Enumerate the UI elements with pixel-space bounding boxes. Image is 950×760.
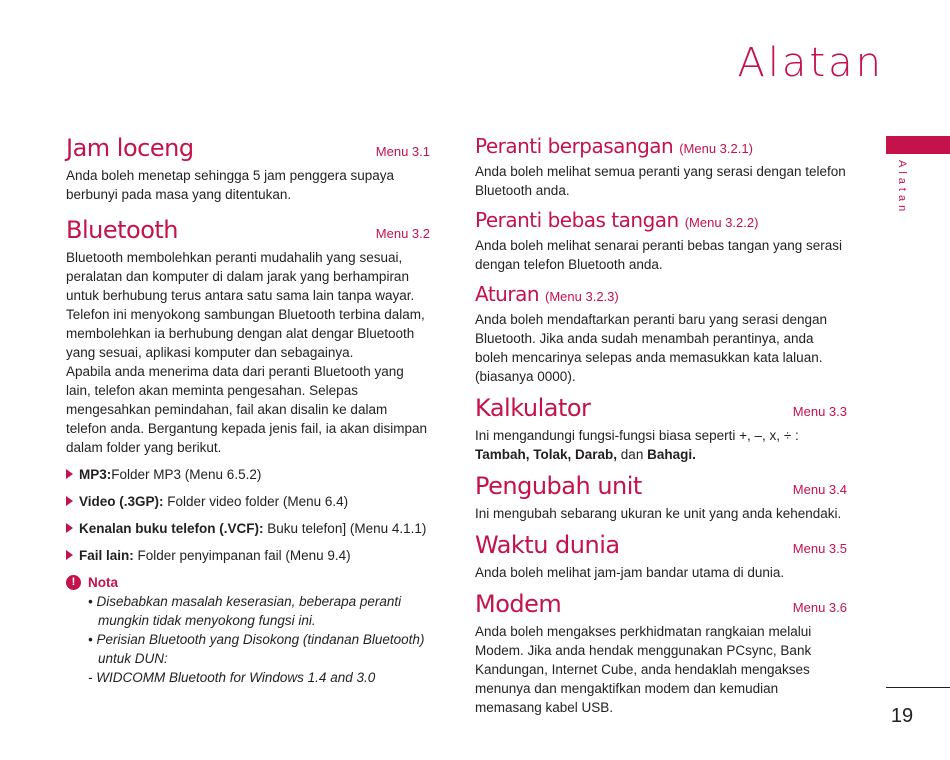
section-pengubah-unit bbox=[475, 472, 847, 523]
section-text: Apabila anda menerima data dari peranti Bluetooth yang lain, telefon akan meminta pengesahan. Selepas mengesahkan pemindahan, fail akan disalin ke dalam telefon anda. Bergantung kepada jenis fail, ia akan disimpan dalam folder yang berikut. bbox=[66, 364, 427, 455]
bullet-text: Folder MP3 (Menu 6.5.2) bbox=[111, 467, 262, 482]
page-number-rule bbox=[886, 687, 950, 688]
section-title: Bluetooth bbox=[66, 216, 179, 244]
section-text bbox=[475, 426, 847, 464]
triangle-bullet-icon bbox=[66, 469, 73, 479]
note-item: - WIDCOMM Bluetooth for Windows 1.4 and 3.0 bbox=[88, 670, 376, 685]
menu-ref: (Menu 3.2.3) bbox=[545, 289, 619, 304]
menu-ref: (Menu 3.2.2) bbox=[684, 215, 759, 230]
side-tab-marker bbox=[886, 136, 950, 154]
section-waktu-dunia bbox=[475, 531, 847, 582]
section-title: Modem bbox=[475, 590, 562, 618]
section-aturan bbox=[475, 282, 847, 386]
kalkulator-and: dan bbox=[617, 447, 648, 462]
note-header bbox=[66, 575, 430, 590]
bullet-label: MP3: bbox=[79, 467, 112, 482]
section-text: Ini mengubah sebarang ukuran ke unit yang anda kehendaki. bbox=[475, 506, 842, 521]
menu-ref: Menu 3.2 bbox=[375, 226, 430, 241]
note-item: • Perisian Bluetooth yang Disokong (tindanan Bluetooth) untuk DUN: bbox=[88, 632, 425, 666]
menu-ref: Menu 3.3 bbox=[792, 404, 847, 419]
section-title: Pengubah unit bbox=[475, 472, 642, 500]
bullet-text: Buku telefon] (Menu 4.1.1) bbox=[263, 521, 427, 536]
list-item bbox=[66, 519, 430, 538]
menu-ref: (Menu 3.2.1) bbox=[679, 141, 753, 156]
bullet-text: Folder video folder (Menu 6.4) bbox=[163, 494, 349, 509]
page-number: 19 bbox=[890, 705, 914, 727]
kalkulator-ops: Tambah, Tolak, Darab, bbox=[475, 447, 618, 462]
bullet-text: Folder penyimpanan fail (Menu 9.4) bbox=[133, 548, 351, 563]
section-text: Anda boleh mengakses perkhidmatan rangkaian melalui Modem. Jika anda hendak menggunakan PCsync, Bank Kandungan, Internet Cube, anda hendaklah mengakses menunya dan mengaktifkan modem dan kemudian memasang kabel USB. bbox=[475, 624, 812, 715]
list-item bbox=[66, 465, 430, 484]
menu-ref: Menu 3.4 bbox=[792, 482, 847, 497]
right-column bbox=[475, 134, 847, 725]
kalkulator-intro: Ini mengandungi fungsi-fungsi biasa seperti +, –, x, ÷ : bbox=[475, 428, 799, 443]
bullet-label: Fail lain: bbox=[79, 548, 134, 563]
section-text: Anda boleh melihat senarai peranti bebas tangan yang serasi dengan telefon Bluetooth anda. bbox=[475, 238, 842, 272]
section-modem bbox=[475, 590, 847, 717]
section-text: Anda boleh melihat semua peranti yang serasi dengan telefon Bluetooth anda. bbox=[475, 164, 846, 198]
bullet-label: Kenalan buku telefon (.VCF): bbox=[79, 521, 264, 536]
section-peranti-bebas-tangan bbox=[475, 208, 847, 274]
note-item: • Disebabkan masalah keserasian, beberapa peranti mungkin tidak menyokong fungsi ini. bbox=[88, 594, 402, 628]
section-title: Aturan bbox=[475, 282, 540, 306]
page-title: Alatan bbox=[737, 40, 884, 86]
left-column bbox=[66, 134, 430, 699]
section-title: Jam loceng bbox=[66, 134, 194, 162]
kalkulator-ops-last: Bahagi. bbox=[647, 447, 696, 462]
section-text: Anda boleh melihat jam-jam bandar utama di dunia. bbox=[475, 565, 785, 580]
section-text: Anda boleh menetap sehingga 5 jam penggera supaya berbunyi pada masa yang ditentukan. bbox=[66, 168, 394, 202]
triangle-bullet-icon bbox=[66, 523, 73, 533]
section-title: Waktu dunia bbox=[475, 531, 620, 559]
bullet-label: Video (.3GP): bbox=[79, 494, 164, 509]
section-title: Peranti berpasangan bbox=[475, 134, 674, 158]
section-jam-loceng bbox=[66, 134, 430, 204]
triangle-bullet-icon bbox=[66, 496, 73, 506]
note-list bbox=[88, 592, 430, 687]
note-title: Nota bbox=[88, 575, 118, 590]
menu-ref: Menu 3.1 bbox=[375, 144, 430, 159]
section-kalkulator bbox=[475, 394, 847, 464]
section-peranti-berpasangan bbox=[475, 134, 847, 200]
section-bluetooth bbox=[66, 216, 430, 687]
menu-ref: Menu 3.6 bbox=[792, 600, 847, 615]
section-text: Bluetooth membolehkan peranti mudahalih yang sesuai, peralatan dan komputer di dalam jarak yang berhampiran untuk berhubung terus antara satu sama lain tanpa wayar. Telefon ini menyokong sambungan Bluetooth terbina dalam, membolehkan ia berhubung dengan alat dengar Bluetooth yang sesuai, aplikasi komputer dan sebagainya. bbox=[66, 250, 425, 360]
list-item bbox=[66, 546, 430, 565]
section-title: Kalkulator bbox=[475, 394, 591, 422]
list-item bbox=[66, 492, 430, 511]
triangle-bullet-icon bbox=[66, 550, 73, 560]
section-text: Anda boleh mendaftarkan peranti baru yang serasi dengan Bluetooth. Jika anda sudah menambah perantinya, anda boleh mencarinya selepas anda memasukkan kata laluan. (biasanya 0000). bbox=[475, 312, 827, 384]
side-tab-label: Alatan bbox=[896, 160, 908, 216]
menu-ref: Menu 3.5 bbox=[792, 541, 847, 556]
section-title: Peranti bebas tangan bbox=[475, 208, 679, 232]
exclamation-icon: ! bbox=[66, 575, 81, 590]
